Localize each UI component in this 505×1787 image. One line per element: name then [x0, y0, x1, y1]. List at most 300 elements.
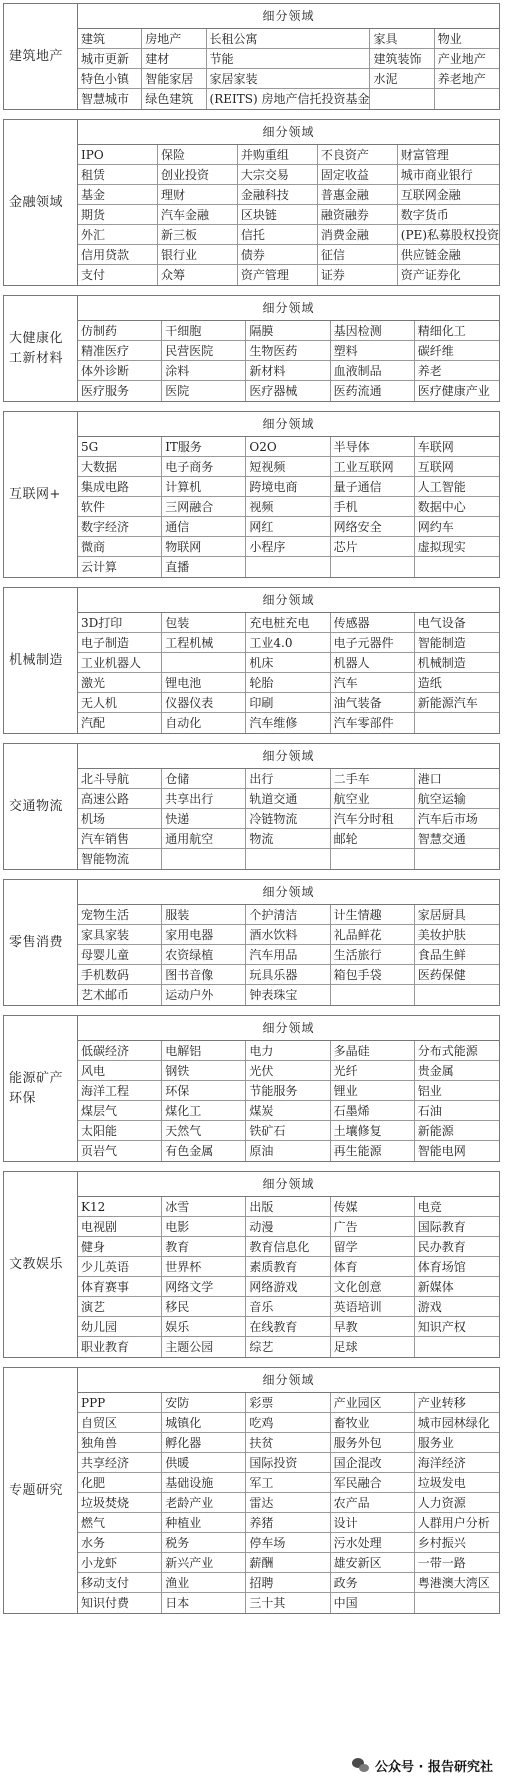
category-cell: K12	[78, 1197, 162, 1217]
category-cell: 虚拟现实	[415, 537, 499, 557]
category-cell: 共享经济	[78, 1453, 162, 1473]
category-cell	[415, 849, 499, 869]
category-cell: 光纤	[331, 1061, 415, 1081]
section-label: 专题研究	[4, 1368, 78, 1613]
category-cell: 电解铝	[162, 1041, 246, 1061]
category-cell: 互联网金融	[398, 185, 499, 205]
section-body	[78, 296, 499, 401]
category-cell: 家具	[370, 29, 434, 49]
category-cell: 工程机械	[162, 633, 246, 653]
category-cell: 干细胞	[162, 321, 246, 341]
category-cell: 土壤修复	[331, 1121, 415, 1141]
category-cell: 电子元器件	[331, 633, 415, 653]
category-section	[3, 879, 500, 1006]
category-cell: 锂电池	[162, 673, 246, 693]
category-cell: 人工智能	[415, 477, 499, 497]
category-cell: 新能源	[415, 1121, 499, 1141]
category-cell: 新材料	[246, 361, 330, 381]
category-cell: 农产品	[331, 1493, 415, 1513]
section-body	[78, 120, 499, 285]
category-cell: 工业机器人	[78, 653, 162, 673]
category-grid	[78, 145, 499, 285]
category-cell: 计算机	[162, 477, 246, 497]
category-cell: 债券	[238, 245, 318, 265]
category-cell: 美妆护肤	[415, 925, 499, 945]
category-cell: 乡村振兴	[415, 1533, 499, 1553]
category-cell: 大数据	[78, 457, 162, 477]
category-cell: 种植业	[162, 1513, 246, 1533]
category-cell: 量子通信	[331, 477, 415, 497]
category-cell: 风电	[78, 1061, 162, 1081]
category-cell: 污水处理	[331, 1533, 415, 1553]
category-cell: 医药保健	[415, 965, 499, 985]
category-cell: 汽车零部件	[331, 713, 415, 733]
category-cell: 航空业	[331, 789, 415, 809]
category-section	[3, 1015, 500, 1162]
category-cell: 家具家装	[78, 925, 162, 945]
category-cell: 节能	[207, 49, 371, 69]
category-cell: 邮轮	[331, 829, 415, 849]
category-cell: 职业教育	[78, 1337, 162, 1357]
category-cell: 汽车维修	[246, 713, 330, 733]
category-cell: 手机	[331, 497, 415, 517]
category-cell: 北斗导航	[78, 769, 162, 789]
section-label: 机械制造	[4, 588, 78, 733]
category-cell: 仿制药	[78, 321, 162, 341]
category-cell: 视频	[246, 497, 330, 517]
category-cell: 汽车销售	[78, 829, 162, 849]
category-cell: 互联网	[415, 457, 499, 477]
section-body	[78, 744, 499, 869]
category-cell: 智能物流	[78, 849, 162, 869]
section-label: 零售消费	[4, 880, 78, 1005]
category-cell: 城镇化	[162, 1413, 246, 1433]
category-cell: 直播	[162, 557, 246, 577]
category-cell	[246, 849, 330, 869]
category-cell: 信用贷款	[78, 245, 158, 265]
category-cell: 精准医疗	[78, 341, 162, 361]
category-cell: 文化创意	[331, 1277, 415, 1297]
category-cell: 畜牧业	[331, 1413, 415, 1433]
sub-header: 细分领域	[78, 120, 499, 145]
category-cell: 车联网	[415, 437, 499, 457]
category-cell: 化肥	[78, 1473, 162, 1493]
category-cell: 体育赛事	[78, 1277, 162, 1297]
category-cell: 海洋经济	[415, 1453, 499, 1473]
category-cell: 塑料	[331, 341, 415, 361]
category-cell: 港口	[415, 769, 499, 789]
category-cell: 游戏	[415, 1297, 499, 1317]
category-cell: 音乐	[246, 1297, 330, 1317]
category-cell: 基金	[78, 185, 158, 205]
category-cell: 医疗器械	[246, 381, 330, 401]
category-cell: 吃鸡	[246, 1413, 330, 1433]
sub-header: 细分领域	[78, 412, 499, 437]
category-cell: 机床	[246, 653, 330, 673]
category-cell: 网红	[246, 517, 330, 537]
category-cell: 生物医药	[246, 341, 330, 361]
section-label: 能源矿产环保	[4, 1016, 78, 1161]
category-cell: 特色小镇	[78, 69, 142, 89]
category-cell	[415, 1337, 499, 1357]
category-cell: 铁矿石	[246, 1121, 330, 1141]
category-cell: 服务业	[415, 1433, 499, 1453]
category-cell: 创业投资	[158, 165, 238, 185]
sub-header: 细分领域	[78, 1016, 499, 1041]
category-cell: 少儿英语	[78, 1257, 162, 1277]
category-cell: 军民融合	[331, 1473, 415, 1493]
category-cell: 工业4.0	[246, 633, 330, 653]
category-cell: 汽配	[78, 713, 162, 733]
category-cell: 外汇	[78, 225, 158, 245]
category-cell: 一带一路	[415, 1553, 499, 1573]
category-cell: 艺术邮币	[78, 985, 162, 1005]
category-cell: 智慧交通	[415, 829, 499, 849]
category-cell: 汽车分时租	[331, 809, 415, 829]
category-cell: 钟表珠宝	[246, 985, 330, 1005]
category-cell: 低碳经济	[78, 1041, 162, 1061]
category-cell	[162, 653, 246, 673]
category-grid	[78, 613, 499, 733]
category-cell: 建筑装饰	[370, 49, 434, 69]
category-cell: 有色金属	[162, 1141, 246, 1161]
category-cell: 芯片	[331, 537, 415, 557]
category-cell: 再生能源	[331, 1141, 415, 1161]
category-cell: 快递	[162, 809, 246, 829]
category-cell: 煤化工	[162, 1101, 246, 1121]
category-cell	[331, 557, 415, 577]
category-cell: 主题公园	[162, 1337, 246, 1357]
category-cell: 垃圾焚烧	[78, 1493, 162, 1513]
sub-header: 细分领域	[78, 296, 499, 321]
category-cell: 体外诊断	[78, 361, 162, 381]
category-cell: 老龄产业	[162, 1493, 246, 1513]
category-cell: 煤炭	[246, 1101, 330, 1121]
category-cell: 娱乐	[162, 1317, 246, 1337]
category-cell: 集成电路	[78, 477, 162, 497]
category-cell: 城市商业银行	[398, 165, 499, 185]
category-cell: PPP	[78, 1393, 162, 1413]
category-cell	[331, 985, 415, 1005]
category-cell: 停车场	[246, 1533, 330, 1553]
category-cell: 产业园区	[331, 1393, 415, 1413]
category-cell: 众筹	[158, 265, 238, 285]
category-grid	[78, 29, 499, 109]
category-cell: 独角兽	[78, 1433, 162, 1453]
category-section	[3, 1367, 500, 1614]
category-cell: 早教	[331, 1317, 415, 1337]
category-cell: 移民	[162, 1297, 246, 1317]
category-sheet	[3, 3, 500, 1623]
category-cell: 机场	[78, 809, 162, 829]
category-cell: 运动户外	[162, 985, 246, 1005]
category-cell: 知识付费	[78, 1593, 162, 1613]
category-cell: 房地产	[142, 29, 206, 49]
category-cell: 足球	[331, 1337, 415, 1357]
category-cell: 铝业	[415, 1081, 499, 1101]
category-section	[3, 743, 500, 870]
category-cell	[415, 713, 499, 733]
category-cell: 农资绿植	[162, 945, 246, 965]
category-cell: 征信	[318, 245, 398, 265]
category-cell: 油气装备	[331, 693, 415, 713]
category-cell: 物联网	[162, 537, 246, 557]
category-cell: 普惠金融	[318, 185, 398, 205]
category-cell: 钢铁	[162, 1061, 246, 1081]
section-body	[78, 412, 499, 577]
category-cell: 共享出行	[162, 789, 246, 809]
section-body	[78, 1172, 499, 1357]
category-cell: 民营医院	[162, 341, 246, 361]
category-cell: 图书音像	[162, 965, 246, 985]
category-cell: 涂料	[162, 361, 246, 381]
category-cell: 数据中心	[415, 497, 499, 517]
section-label: 文教娱乐	[4, 1172, 78, 1357]
category-cell: 家居厨具	[415, 905, 499, 925]
category-cell: 仓储	[162, 769, 246, 789]
section-body	[78, 4, 499, 109]
category-cell: 工业互联网	[331, 457, 415, 477]
section-label: 建筑地产	[4, 4, 78, 109]
category-cell	[246, 557, 330, 577]
category-cell: 在线教育	[246, 1317, 330, 1337]
category-grid	[78, 1041, 499, 1161]
section-label: 金融领域	[4, 120, 78, 285]
category-cell: 三网融合	[162, 497, 246, 517]
category-cell: 招聘	[246, 1573, 330, 1593]
section-body	[78, 1368, 499, 1613]
category-cell	[331, 849, 415, 869]
category-section	[3, 1171, 500, 1358]
category-cell: (REITS) 房地产信托投资基金	[207, 89, 371, 109]
category-cell: 水泥	[370, 69, 434, 89]
category-cell: 演艺	[78, 1297, 162, 1317]
category-cell: 孵化器	[162, 1433, 246, 1453]
category-cell: 半导体	[331, 437, 415, 457]
category-cell: 国际教育	[415, 1217, 499, 1237]
category-cell: (PE)私募股权投资	[398, 225, 499, 245]
category-cell: 健身	[78, 1237, 162, 1257]
category-cell: 天然气	[162, 1121, 246, 1141]
category-cell: 玩具乐器	[246, 965, 330, 985]
category-cell	[162, 849, 246, 869]
category-section	[3, 587, 500, 734]
category-cell: 个护清洁	[246, 905, 330, 925]
category-section	[3, 295, 500, 402]
category-cell: 传媒	[331, 1197, 415, 1217]
category-cell: 医药流通	[331, 381, 415, 401]
category-cell: 轮胎	[246, 673, 330, 693]
category-cell: 出行	[246, 769, 330, 789]
category-cell: 供暖	[162, 1453, 246, 1473]
category-cell: 手机数码	[78, 965, 162, 985]
category-section	[3, 411, 500, 578]
category-cell: 固定收益	[318, 165, 398, 185]
category-grid	[78, 437, 499, 577]
category-cell: 智慧城市	[78, 89, 142, 109]
category-cell: 金融科技	[238, 185, 318, 205]
category-cell	[415, 557, 499, 577]
category-grid	[78, 905, 499, 1005]
category-cell: 轨道交通	[246, 789, 330, 809]
section-body	[78, 588, 499, 733]
sub-header: 细分领域	[78, 1172, 499, 1197]
sub-header: 细分领域	[78, 1368, 499, 1393]
category-cell: 人群用户分析	[415, 1513, 499, 1533]
category-cell: 城市更新	[78, 49, 142, 69]
category-grid	[78, 1197, 499, 1357]
category-cell: 冷链物流	[246, 809, 330, 829]
category-cell: 光伏	[246, 1061, 330, 1081]
category-cell: 综艺	[246, 1337, 330, 1357]
sub-header: 细分领域	[78, 4, 499, 29]
category-cell: 证券	[318, 265, 398, 285]
category-cell: 分布式能源	[415, 1041, 499, 1061]
category-cell: 自动化	[162, 713, 246, 733]
category-cell: 隔膜	[246, 321, 330, 341]
category-cell: 智能制造	[415, 633, 499, 653]
category-cell: 机械制造	[415, 653, 499, 673]
category-cell: 银行业	[158, 245, 238, 265]
category-cell: 通信	[162, 517, 246, 537]
category-cell: 二手车	[331, 769, 415, 789]
category-cell: 跨境电商	[246, 477, 330, 497]
category-cell: 雄安新区	[331, 1553, 415, 1573]
category-cell: 教育信息化	[246, 1237, 330, 1257]
category-grid	[78, 1393, 499, 1613]
category-cell: 养老	[415, 361, 499, 381]
category-grid	[78, 321, 499, 401]
category-cell: 资产证券化	[400, 268, 461, 282]
category-cell: 精细化工	[415, 321, 499, 341]
category-cell: 环保	[162, 1081, 246, 1101]
category-cell: 粤港澳大湾区	[415, 1573, 499, 1593]
category-cell: 知识产权	[415, 1317, 499, 1337]
category-cell: O2O	[246, 437, 330, 457]
category-cell: 服务外包	[331, 1433, 415, 1453]
category-cell: 数字货币	[398, 205, 499, 225]
category-cell: 通用航空	[162, 829, 246, 849]
category-cell: 设计	[331, 1513, 415, 1533]
category-cell: 3D打印	[78, 613, 162, 633]
category-cell: 汽车后市场	[415, 809, 499, 829]
category-cell: 教育	[162, 1237, 246, 1257]
category-cell: 5G	[78, 437, 162, 457]
category-cell: 资产管理	[238, 265, 318, 285]
category-cell: 物流	[246, 829, 330, 849]
category-cell: 电子制造	[78, 633, 162, 653]
category-cell: 箱包手袋	[331, 965, 415, 985]
category-cell: 高速公路	[78, 789, 162, 809]
category-cell: 长租公寓	[207, 29, 371, 49]
category-cell: 供应链金融	[398, 245, 499, 265]
category-cell: 家用电器	[162, 925, 246, 945]
section-body	[78, 880, 499, 1005]
category-cell: 微商	[78, 537, 162, 557]
category-cell: 包装	[162, 613, 246, 633]
category-cell: 电子商务	[162, 457, 246, 477]
category-cell: 租赁	[78, 165, 158, 185]
category-cell: 锂业	[331, 1081, 415, 1101]
category-cell: 酒水饮料	[246, 925, 330, 945]
category-section	[3, 119, 500, 286]
category-cell: IPO	[78, 145, 158, 165]
category-cell: 煤层气	[78, 1101, 162, 1121]
section-label: 大健康化工新材料	[4, 296, 78, 401]
category-cell: 生活旅行	[331, 945, 415, 965]
category-cell: 印刷	[246, 693, 330, 713]
category-cell: 食品生鲜	[415, 945, 499, 965]
category-cell: 传感器	[331, 613, 415, 633]
category-cell: 新能源汽车	[415, 693, 499, 713]
category-cell: 网络文学	[162, 1277, 246, 1297]
category-cell	[415, 1593, 499, 1613]
category-cell: 建筑	[78, 29, 142, 49]
category-cell	[370, 89, 434, 109]
category-cell: 电力	[246, 1041, 330, 1061]
category-cell: 无人机	[78, 693, 162, 713]
category-cell: 体育场馆	[415, 1257, 499, 1277]
category-cell: 国企混改	[331, 1453, 415, 1473]
category-cell: 服装	[162, 905, 246, 925]
category-cell: 安防	[162, 1393, 246, 1413]
category-cell: 汽车用品	[246, 945, 330, 965]
category-cell: 国际投资	[246, 1453, 330, 1473]
category-cell: 民办教育	[415, 1237, 499, 1257]
category-cell: 世界杯	[162, 1257, 246, 1277]
section-label: 交通物流	[4, 744, 78, 869]
sub-header: 细分领域	[78, 744, 499, 769]
category-cell: 英语培训	[331, 1297, 415, 1317]
category-cell: 基础设施	[162, 1473, 246, 1493]
category-cell: 软件	[78, 497, 162, 517]
category-cell: 财富管理	[398, 145, 499, 165]
category-cell: 网络安全	[331, 517, 415, 537]
category-cell: 航空运输	[415, 789, 499, 809]
category-cell: 电影	[162, 1217, 246, 1237]
category-cell: 动漫	[246, 1217, 330, 1237]
sub-header: 细分领域	[78, 880, 499, 905]
category-cell: 新三板	[158, 225, 238, 245]
category-cell: 建材	[142, 49, 206, 69]
category-cell: 造纸	[415, 673, 499, 693]
category-cell: 期货	[78, 205, 158, 225]
category-cell: 出版	[246, 1197, 330, 1217]
category-cell: 支付	[78, 265, 158, 285]
category-cell: 云计算	[78, 557, 162, 577]
category-cell: 智能电网	[417, 1144, 466, 1158]
category-cell: 水务	[78, 1533, 162, 1553]
category-cell: 保险	[158, 145, 238, 165]
category-cell: 并购重组	[238, 145, 318, 165]
category-cell: 基因检测	[331, 321, 415, 341]
category-cell: 广告	[331, 1217, 415, 1237]
category-cell: 养老地产	[435, 69, 499, 89]
category-cell: 理财	[158, 185, 238, 205]
category-cell: 体育	[331, 1257, 415, 1277]
section-label: 互联网+	[4, 412, 78, 577]
category-cell: 大宗交易	[238, 165, 318, 185]
category-cell: 电气设备	[415, 613, 499, 633]
category-cell: 小程序	[246, 537, 330, 557]
category-cell: 网约车	[415, 517, 499, 537]
category-cell: 网络游戏	[246, 1277, 330, 1297]
category-cell: 碳纤维	[415, 341, 499, 361]
category-cell: 城市园林绿化	[415, 1413, 499, 1433]
category-cell: 三十其	[246, 1593, 330, 1613]
category-cell: 日本	[162, 1593, 246, 1613]
category-cell: 军工	[246, 1473, 330, 1493]
